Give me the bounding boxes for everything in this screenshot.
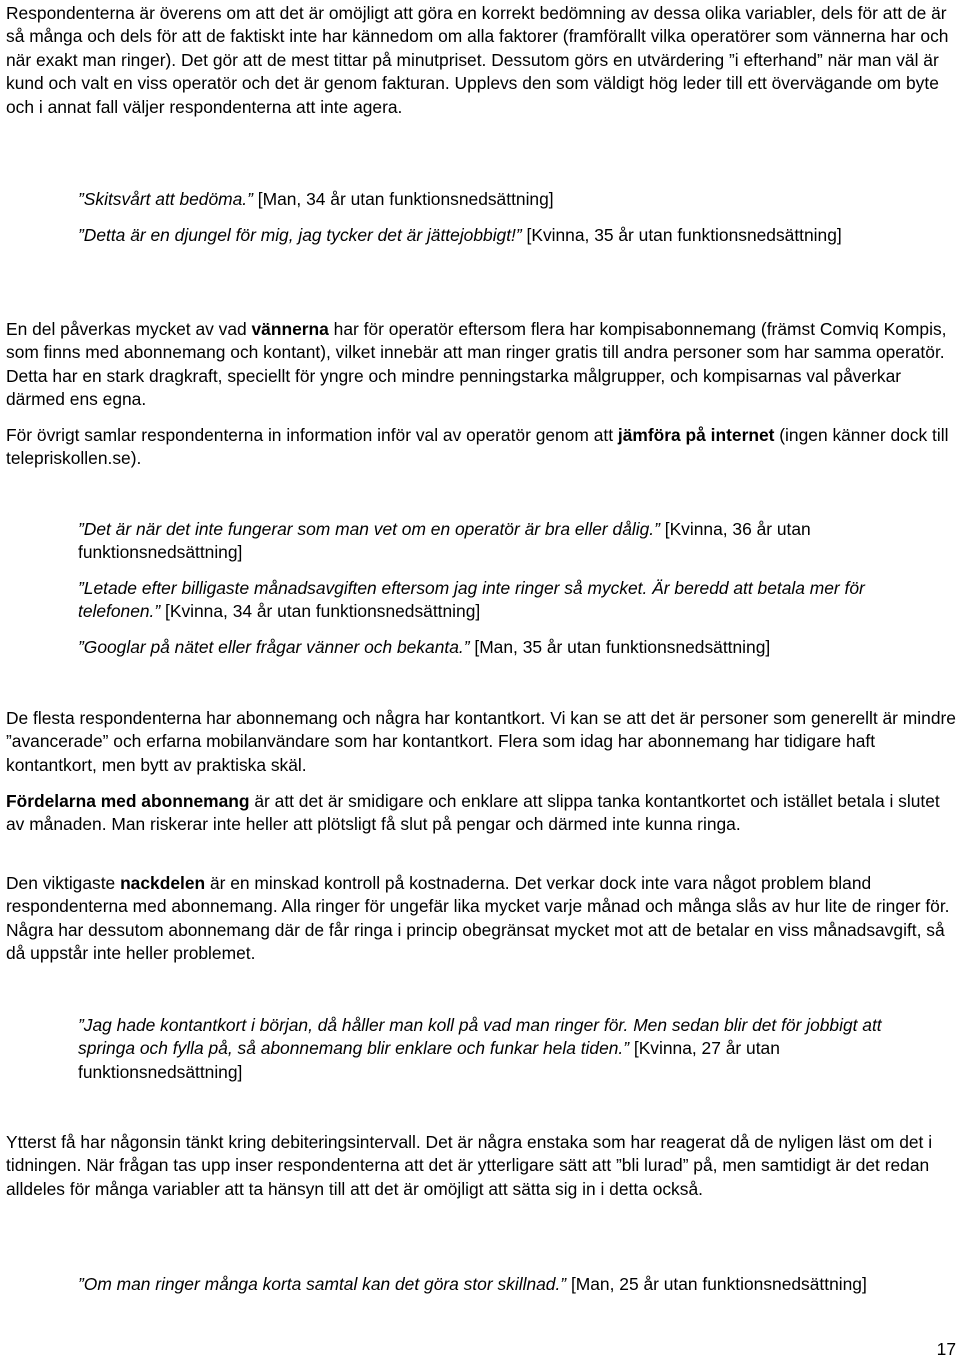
quote-text: ”Letade efter billigaste månadsavgiften eftersom jag inte ringer så mycket. Är beredd att betala mer för telefonen.” — [78, 578, 865, 622]
quote-attribution: [Kvinna, 36 år utan funktionsnedsättning] — [78, 519, 811, 563]
bold-phrase: jämföra på internet — [617, 425, 775, 445]
text-run: Den viktigaste — [6, 873, 121, 893]
text-run: En del påverkas mycket av vad — [6, 319, 252, 339]
quote-text: ”Detta är en djungel för mig, jag tycker det är jättejobbigt!” — [78, 225, 522, 245]
quote-text: ”Om man ringer många korta samtal kan det göra stor skillnad.” — [78, 1274, 567, 1294]
text-run: (ingen känner dock till telepriskollen.se). — [6, 425, 949, 469]
text-run: Respondenterna är överens om att det är omöjligt att göra en korrekt bedömning av dessa olika variabler, dels för att de är så många och dels för att de faktiskt inte har kännedom om alla faktorer (framförallt vilka operatörer som vännerna har och när exakt man ringer). Det gör att de mest tittar på minutpriset. Dessutom görs en utvärdering ”i efterhand” när man väl är kund och valt en viss operatör och det är genom fakturan. Upplevs den som väldigt hög leder till ett övervägande om byte och i annat fall väljer respondenterna att inte agera. — [6, 3, 949, 117]
quote-fungerar — [78, 518, 938, 565]
paragraph-disadvantage — [6, 872, 956, 966]
quote-attribution: [Kvinna, 27 år utan funktionsnedsättning] — [78, 1038, 780, 1082]
quote-djungel — [78, 224, 938, 247]
text-run: De flesta respondenterna har abonnemang och några har kontantkort. Vi kan se att det är personer som generellt är mindre ”avancerade” och erfarna mobilanvändare som har kontantkort. Flera som idag har abonnemang har tidigare haft kontantkort, men bytt av praktiska skäl. — [6, 708, 956, 775]
quote-text: ”Googlar på nätet eller frågar vänner och bekanta.” — [78, 637, 470, 657]
quote-attribution: [Kvinna, 35 år utan funktionsnedsättning] — [521, 225, 842, 245]
quote-kontantkort — [78, 1014, 938, 1084]
quote-attribution: [Kvinna, 34 år utan funktionsnedsättning] — [160, 601, 481, 622]
quote-attribution: [Man, 34 år utan funktionsnedsättning] — [252, 189, 554, 209]
quote-text: ”Jag hade kontantkort i början, då håller man koll på vad man ringer för. Men sedan blir det för jobbigt att springa och fylla på, så abonnemang blir enklare och funkar hela tiden.” — [78, 1015, 882, 1059]
paragraph-compare-internet — [6, 424, 956, 471]
quote-korta-samtal — [78, 1273, 938, 1296]
quote-manadsavgift — [78, 577, 938, 624]
paragraph-friends-influence — [6, 318, 956, 412]
page-number: 17 — [936, 1339, 956, 1359]
quote-attribution: [Man, 25 år utan funktionsnedsättning] — [566, 1274, 867, 1294]
paragraph-advantages — [6, 790, 956, 837]
paragraph-evaluation-difficulty — [6, 2, 956, 119]
text-run: För övrigt samlar respondenterna in information inför val av operatör genom att — [6, 425, 618, 445]
paragraph-subscription-vs-prepaid — [6, 707, 956, 777]
quote-skitsvart — [78, 188, 938, 211]
text-run: är att det är smidigare och enklare att slippa tanka kontantkortet och istället betala i slutet av månaden. Man riskerar inte heller att plötsligt få slut på pengar och därmed inte kunna ringa. — [6, 791, 940, 835]
quote-googlar — [78, 636, 938, 659]
bold-phrase: Fördelarna med abonnemang — [6, 791, 250, 811]
bold-phrase: vännerna — [251, 319, 329, 339]
quote-text: ”Skitsvårt att bedöma.” — [78, 189, 253, 209]
text-run: är en minskad kontroll på kostnaderna. Det verkar dock inte vara något problem bland respondenterna med abonnemang. Alla ringer för ungefär lika mycket varje månad och många slås av hur lite de ringer för. Några har dessutom abonnemang där de får ringa i princip obegränsat mycket mot att de betalar en viss månadsavgift, så då uppstår inte heller problemet. — [6, 873, 950, 964]
quote-text: ”Det är när det inte fungerar som man vet om en operatör är bra eller dålig.” — [78, 519, 660, 539]
bold-phrase: nackdelen — [120, 873, 206, 893]
text-run: har för operatör eftersom flera har kompisabonnemang (främst Comviq Kompis, som finns med abonnemang och kontant), vilket innebär att man ringer gratis till andra personer som har samma operatör. Detta har en stark dragkraft, speciellt för yngre och mindre penningstarka målgrupper, och kompisarnas val påverkar därmed ens egna. — [6, 319, 947, 410]
text-run: Ytterst få har någonsin tänkt kring debiteringsintervall. Det är några enstaka som har reagerat då de nyligen läst om det i tidningen. När frågan tas upp inser respondenterna att det är ytterligare sätt att ”bli lurad” på, men samtidigt är det redan alldeles för många variabler att ta hänsyn till att det är omöjligt att sätta sig in i detta också. — [6, 1132, 933, 1199]
quote-attribution: [Man, 35 år utan funktionsnedsättning] — [469, 637, 771, 657]
paragraph-billing-interval — [6, 1131, 956, 1201]
